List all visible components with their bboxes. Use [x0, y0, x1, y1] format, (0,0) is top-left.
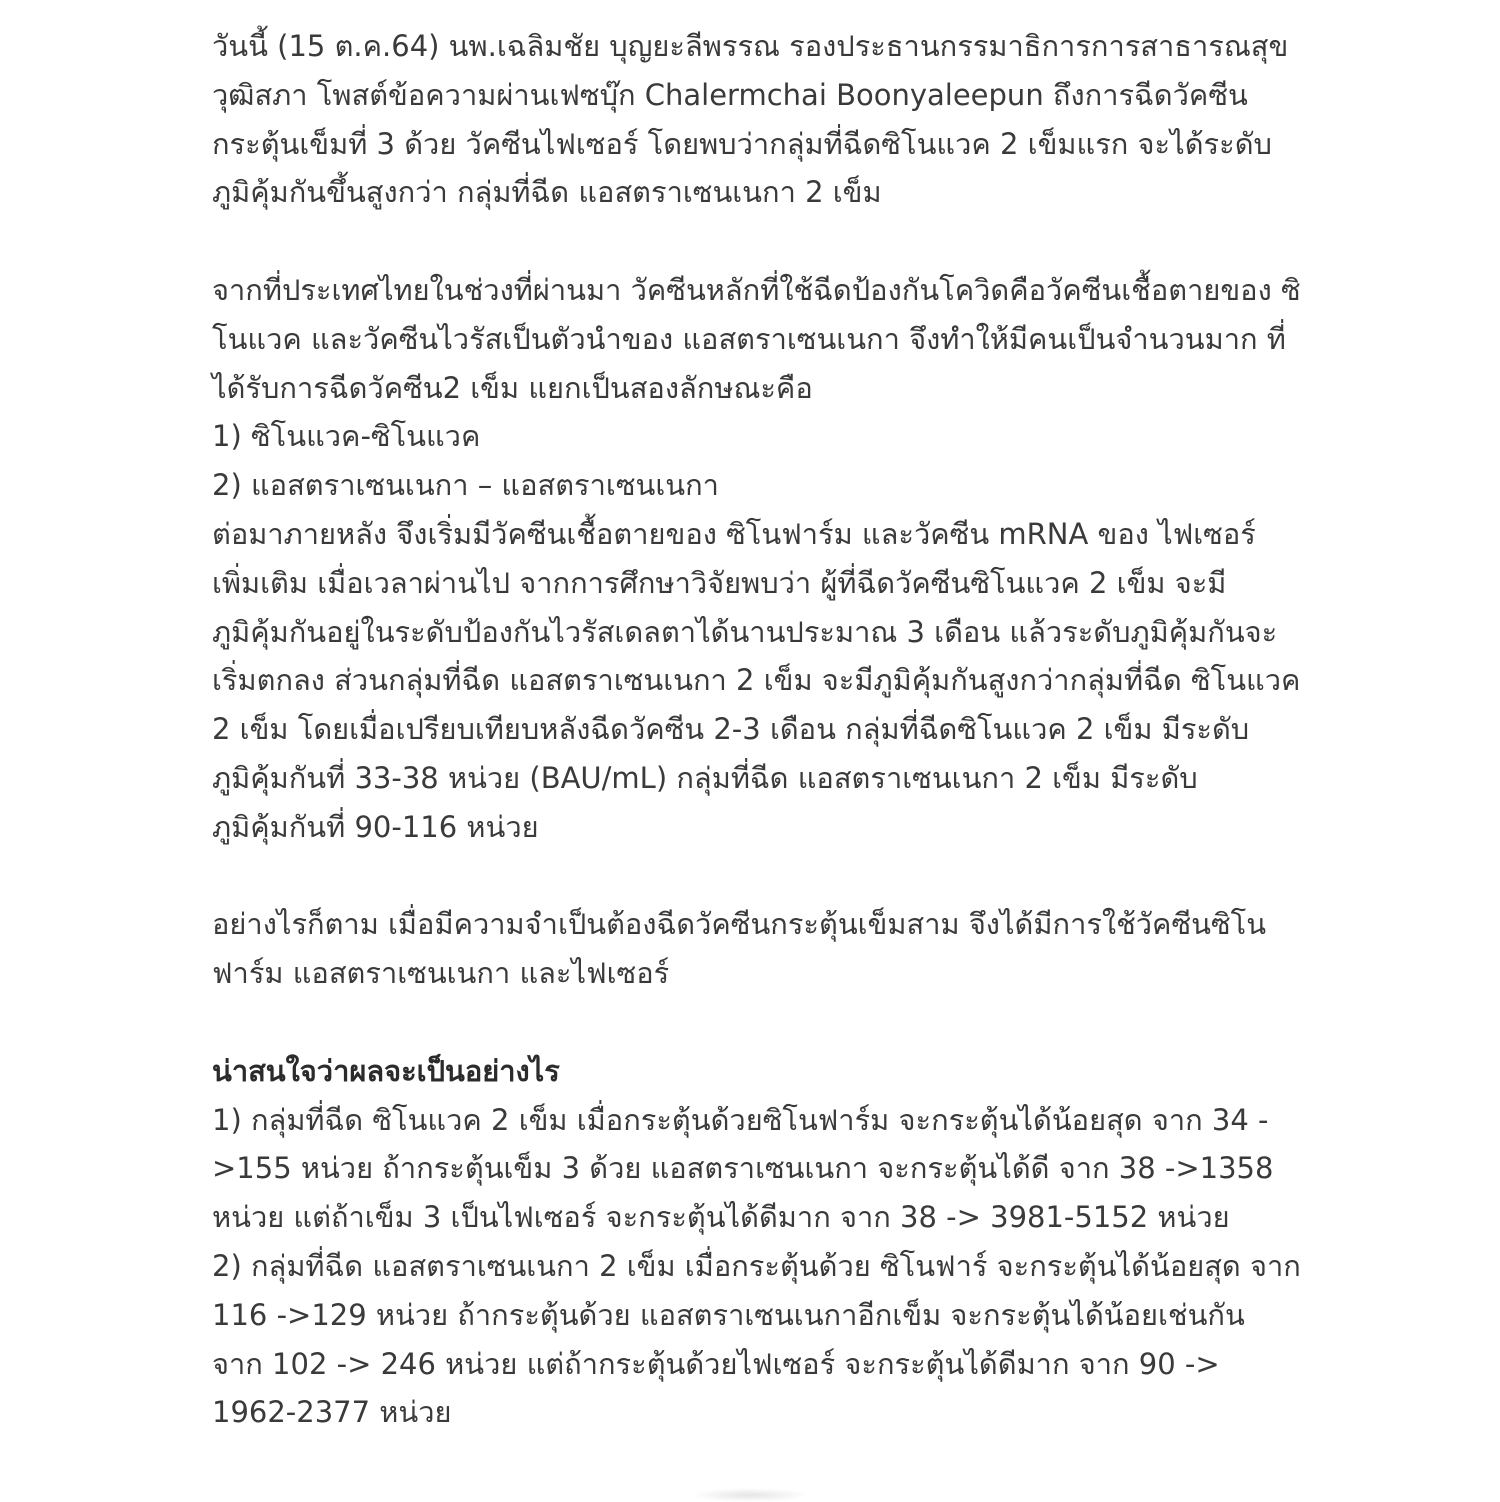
background-paragraph: จากที่ประเทศไทยในช่วงที่ผ่านมา วัคซีนหลักที่ใช้ฉีดป้องกันโควิดคือวัคซีนเชื้อตายของ ซิโนแวค และวัคซีนไวรัสเป็นตัวนำของ แอสตราเซนเนกา จึงทำให้มีคนเป็นจำนวนมาก ที่ได้รับการฉีดวัคซีน2 เข็ม แยกเป็นสองลักษณะคือ [212, 272, 1301, 405]
result-sinovac-group: 1) กลุ่มที่ฉีด ซิโนแวค 2 เข็ม เมื่อกระตุ้นด้วยซิโนฟาร์ม จะกระตุ้นได้น้อยสุด จาก 34 ->155 หน่วย ถ้ากระตุ้นเข็ม 3 ด้วย แอสตราเซนเนกา จะกระตุ้นได้ดี จาก 38 ->1358 หน่วย แต่ถ้าเข็ม 3 เป็นไฟเซอร์ จะกระตุ้นได้ดีมาก จาก 38 -> 3981-5152 หน่วย [212, 1102, 1274, 1235]
later-findings-paragraph: ต่อมาภายหลัง จึงเริ่มมีวัคซีนเชื้อตายของ ซิโนฟาร์ม และวัคซีน mRNA ของ ไฟเซอร์เพิ่มเติม เมื่อเวลาผ่านไป จากการศึกษาวิจัยพบว่า ผู้ที่ฉีดวัคซีนซิโนแวค 2 เข็ม จะมีภูมิคุ้มกันอยู่ในระดับป้องกันไวรัสเดลตาได้นานประมาณ 3 เดือน แล้วระดับภูมิคุ้มกันจะเริ่มตกลง ส่วนกลุ่มที่ฉีด แอสตราเซนเนกา 2 เข็ม จะมีภูมิคุ้มกันสูงกว่ากลุ่มที่ฉีด ซิโนแวค 2 เข็ม โดยเมื่อเปรียบเทียบหลังฉีดวัคซีน 2-3 เดือน กลุ่มที่ฉีดซิโนแวค 2 เข็ม มีระดับภูมิคุ้มกันที่ 33-38 หน่วย (BAU/mL) กลุ่มที่ฉีด แอสตราเซนเนกา 2 เข็ม มีระดับภูมิคุ้มกันที่ 90-116 หน่วย [212, 516, 1301, 844]
vaccine-type-2: 2) แอสตราเซนเนกา – แอสตราเซนเนกา [212, 468, 719, 503]
paragraph-spacer [212, 852, 1302, 901]
paragraph-spacer [212, 217, 1302, 266]
intro-paragraph: วันนี้ (15 ต.ค.64) นพ.เฉลิมชัย บุญยะลีพรรณ รองประธานกรรมาธิการการสาธารณสุข วุฒิสภา โพสต์ข้อความผ่านเฟซบุ๊ก Chalermchai Boonyaleepun ถึงการฉีดวัคซีนกระตุ้นเข็มที่ 3 ด้วย วัคซีนไฟเซอร์ โดยพบว่ากลุ่มที่ฉีดซิโนแวค 2 เข็มแรก จะได้ระดับภูมิคุ้มกันขึ้นสูงกว่า กลุ่มที่ฉีด แอสตราเซนเนกา 2 เข็ม [212, 29, 1289, 210]
booster-paragraph: อย่างไรก็ตาม เมื่อมีความจำเป็นต้องฉีดวัคซีนกระตุ้นเข็มสาม จึงได้มีการใช้วัคซีนซิโนฟาร์ม แอสตราเซนเนกา และไฟเซอร์ [212, 907, 1267, 991]
paragraph-spacer [212, 998, 1302, 1047]
article-body [212, 22, 1302, 1437]
results-heading: น่าสนใจว่าผลจะเป็นอย่างไร [212, 1053, 560, 1088]
vaccine-type-1: 1) ซิโนแวค-ซิโนแวค [212, 419, 481, 454]
result-astrazeneca-group: 2) กลุ่มที่ฉีด แอสตราเซนเนกา 2 เข็ม เมื่อกระตุ้นด้วย ซิโนฟาร์ จะกระตุ้นได้น้อยสุด จาก 116 ->129 หน่วย ถ้ากระตุ้นด้วย แอสตราเซนเนกาอีกเข็ม จะกระตุ้นได้น้อยเช่นกัน จาก 102 -> 246 หน่วย แต่ถ้ากระตุ้นด้วยไฟเซอร์ จะกระตุ้นได้ดีมาก จาก 90 -> 1962-2377 หน่วย [212, 1248, 1301, 1430]
